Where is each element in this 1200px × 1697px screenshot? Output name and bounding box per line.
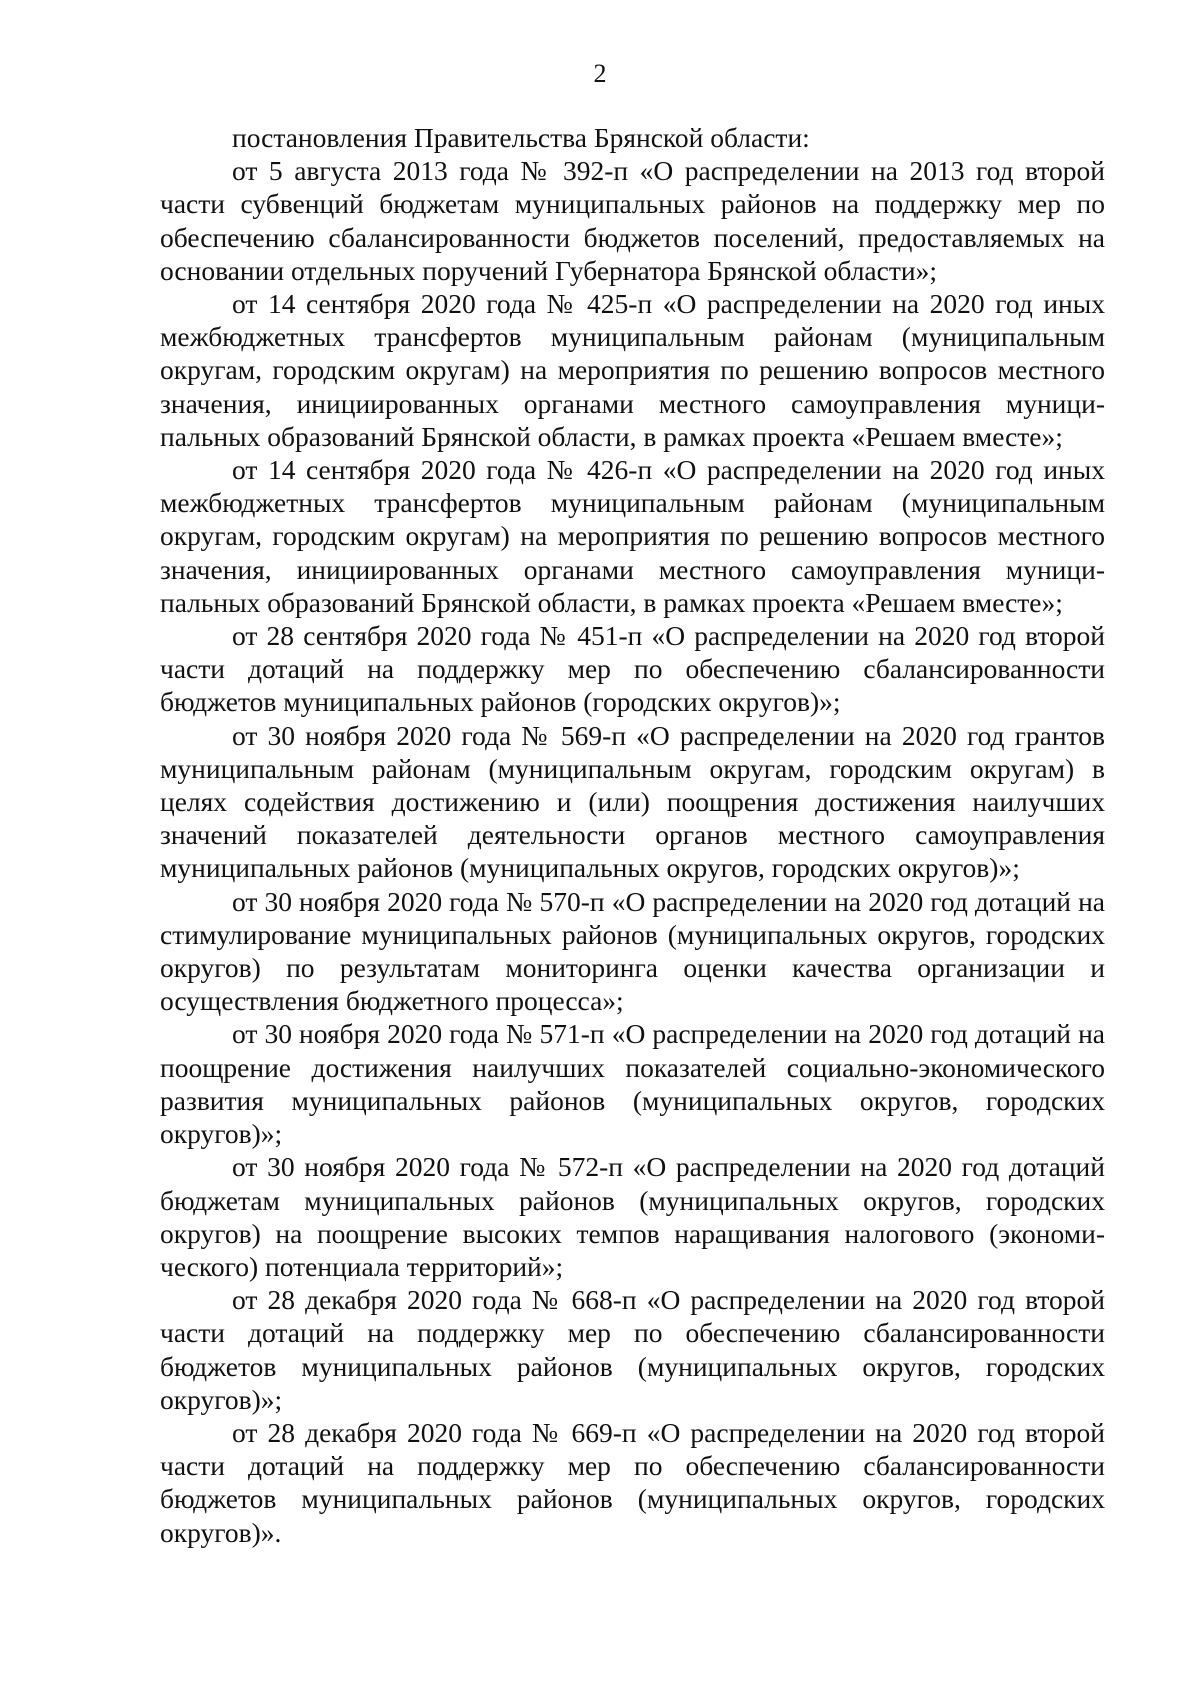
resolution-item: от 5 августа 2013 года № 392-п «О распределении на 2013 год второй части субвенций бюджетам муниципальных районов на поддержку мер по обеспечению сбалансированности бюджетов поселений, предоставляемых на основании отдельных поручений Губернатора Брянской области»; [160, 155, 1105, 286]
resolution-item: от 28 декабря 2020 года № 669-п «О распределении на 2020 год второй части дотаций на поддержку мер по обеспечению сбалансированности бюджетов муниципальных районов (муниципальных округов, городских округов)». [160, 1416, 1105, 1548]
resolution-item: от 30 ноября 2020 года № 572-п «О распределении на 2020 год дотаций бюджетам муниципальных районов (муниципальных округов, городских округов) на поощрение высоких темпов наращивания налогового (экономического) потенциала территорий»; [160, 1151, 1105, 1282]
resolution-item: от 28 сентября 2020 года № 451-п «О распределении на 2020 год второй части дотаций на поддержку мер по обеспечению сбалансированности бюджетов муниципальных районов (городских округов)»; [160, 620, 1105, 718]
intro-paragraph: постановления Правительства Брянской области: [232, 122, 810, 153]
resolution-item: от 14 сентября 2020 года № 425-п «О распределении на 2020 год иных межбюджетных трансфертов муниципальным районам (муниципальным округам, городским округам) на мероприятия по решению вопросов местного значения, инициированных органами местного самоуправления муниципальных образований Брянской области, в рамках проекта «Решаем вместе»; [160, 288, 1105, 452]
resolution-item: от 30 ноября 2020 года № 569-п «О распределении на 2020 год грантов муниципальным районам (муниципальным округам, городским округам) в целях содействия достижению и (или) поощрения достижения наилучших значений показателей деятельности органов местного самоуправления муниципальных районов (муниципальных округов, городских округов)»; [160, 719, 1105, 884]
resolution-item: от 28 декабря 2020 года № 668-п «О распределении на 2020 год второй части дотаций на поддержку мер по обеспечению сбалансированности бюджетов муниципальных районов (муниципальных округов, городских округов)»; [160, 1284, 1105, 1415]
document-body [160, 121, 1105, 1549]
page-number: 2 [593, 59, 607, 88]
resolution-item: от 14 сентября 2020 года № 426-п «О распределении на 2020 год иных межбюджетных трансфертов муниципальным районам (муниципальным округам, городским округам) на мероприятия по решению вопросов местного значения, инициированных органами местного самоуправления муниципальных образований Брянской области, в рамках проекта «Решаем вместе»; [160, 454, 1105, 618]
resolution-item: от 30 ноября 2020 года № 571-п «О распределении на 2020 год дотаций на поощрение достижения наилучших показателей социально-экономического развития муниципальных районов (муниципальных округов, городских округов)»; [160, 1018, 1105, 1150]
resolution-item: от 30 ноября 2020 года № 570-п «О распределении на 2020 год дотаций на стимулирование муниципальных районов (муниципальных округов, городских округов) по результатам мониторинга оценки качества организации и осуществления бюджетного процесса»; [160, 885, 1105, 1017]
